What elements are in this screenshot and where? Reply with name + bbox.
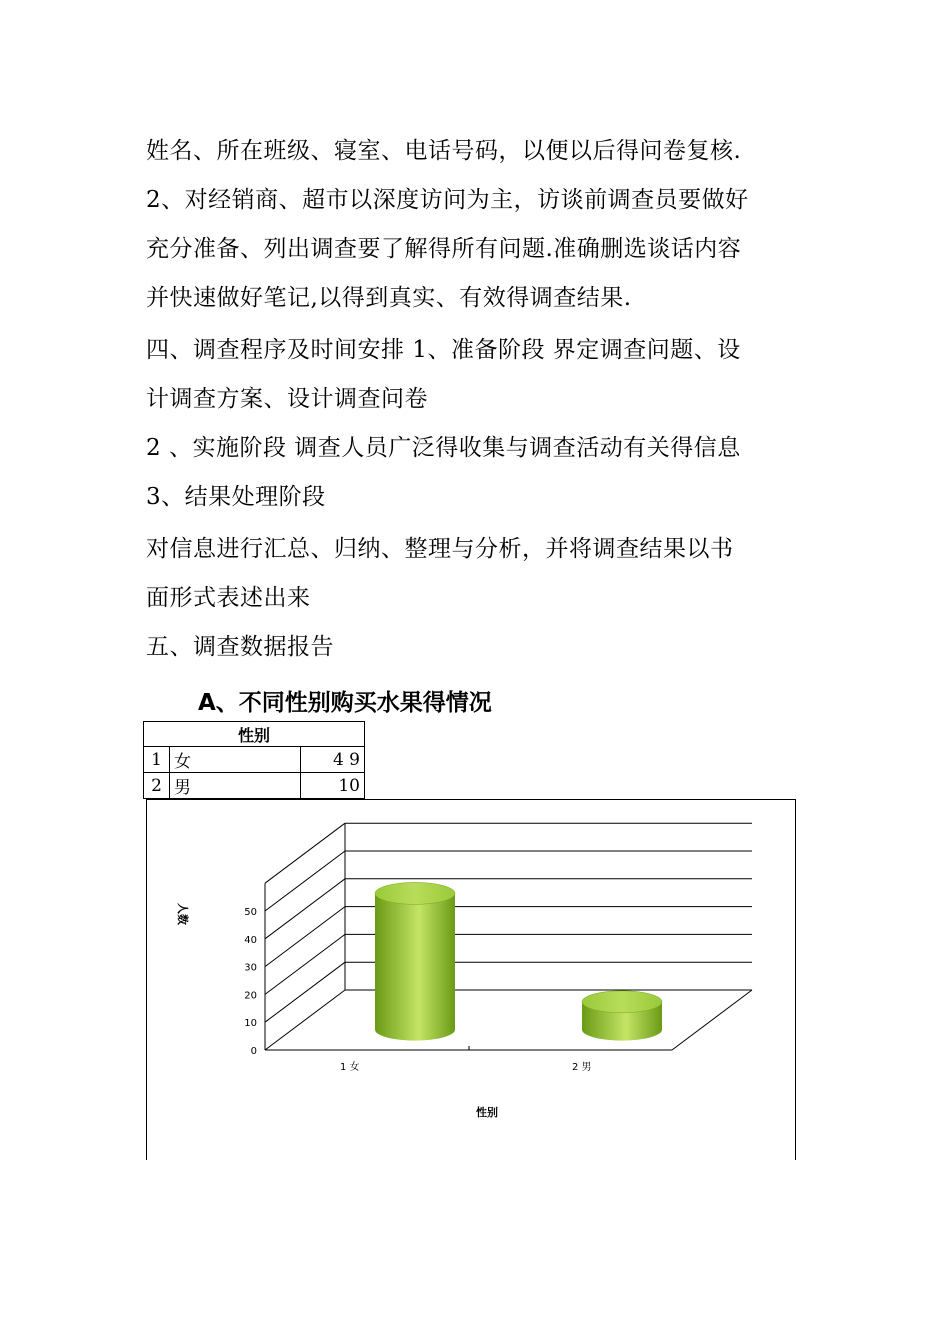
paragraph-line-3: 充分准备、列出调查要了解得所有问题.准确删选谈话内容 xyxy=(146,236,742,262)
bar-body xyxy=(375,893,455,1040)
y-tick-label: 40 xyxy=(244,934,257,946)
side-grid-line xyxy=(265,879,345,939)
row-label: 男 xyxy=(170,773,301,799)
table-row xyxy=(144,773,365,799)
table-row xyxy=(144,747,365,773)
chart-frame xyxy=(146,799,796,1160)
paragraph-line-11: 五、调查数据报告 xyxy=(146,634,334,660)
y-tick-label: 30 xyxy=(244,962,257,974)
table-header: 性别 xyxy=(144,722,365,747)
paragraph-line-10: 面形式表述出来 xyxy=(146,585,311,611)
paragraph-line-1: 姓名、所在班级、寝室、电话号码，以便以后得问卷复核. xyxy=(146,138,742,164)
x-tick-label: 2 男 xyxy=(572,1062,592,1073)
row-index: 1 xyxy=(144,747,170,773)
x-tick-label: 1 女 xyxy=(340,1062,360,1073)
section-heading: A、不同性别购买水果得情况 xyxy=(198,690,492,716)
y-axis-title: 人数 xyxy=(176,903,189,925)
side-grid-line xyxy=(265,990,345,1050)
row-value: 10 xyxy=(301,773,365,799)
bar-1 xyxy=(375,882,455,1040)
paragraph-line-7: 2 、实施阶段 调查人员广泛得收集与调查活动有关得信息 xyxy=(146,435,741,461)
bar-chart xyxy=(147,800,795,1160)
side-grid-line xyxy=(265,823,345,883)
side-grid-line xyxy=(265,907,345,967)
gender-table xyxy=(143,721,365,799)
row-label: 女 xyxy=(170,747,301,773)
paragraph-line-9: 对信息进行汇总、归纳、整理与分析，并将调查结果以书 xyxy=(146,536,734,562)
side-grid-line xyxy=(265,851,345,911)
y-tick-label: 0 xyxy=(250,1046,257,1057)
row-index: 2 xyxy=(144,773,170,799)
floor-right-edge xyxy=(672,990,752,1050)
paragraph-line-2: 2、对经销商、超市以深度访问为主，访谈前调查员要做好 xyxy=(146,187,749,213)
paragraph-line-6: 计调查方案、设计调查问卷 xyxy=(146,386,428,412)
row-value: 4 9 xyxy=(301,747,365,773)
table-header-row xyxy=(144,722,365,747)
paragraph-line-5: 四、调查程序及时间安排 1、准备阶段 界定调查问题、设 xyxy=(146,337,741,363)
side-grid-line xyxy=(265,934,345,994)
bar-top xyxy=(582,991,662,1013)
paragraph-line-4: 并快速做好笔记,以得到真实、有效得调查结果. xyxy=(146,285,632,311)
x-axis-title: 性别 xyxy=(476,1106,498,1119)
bar-2 xyxy=(582,991,662,1041)
paragraph-line-8: 3、结果处理阶段 xyxy=(146,484,326,510)
bar-top xyxy=(375,882,455,904)
y-tick-label: 20 xyxy=(244,990,257,1002)
y-tick-label: 10 xyxy=(244,1018,257,1030)
side-grid-line xyxy=(265,962,345,1022)
y-tick-label: 50 xyxy=(244,907,257,918)
